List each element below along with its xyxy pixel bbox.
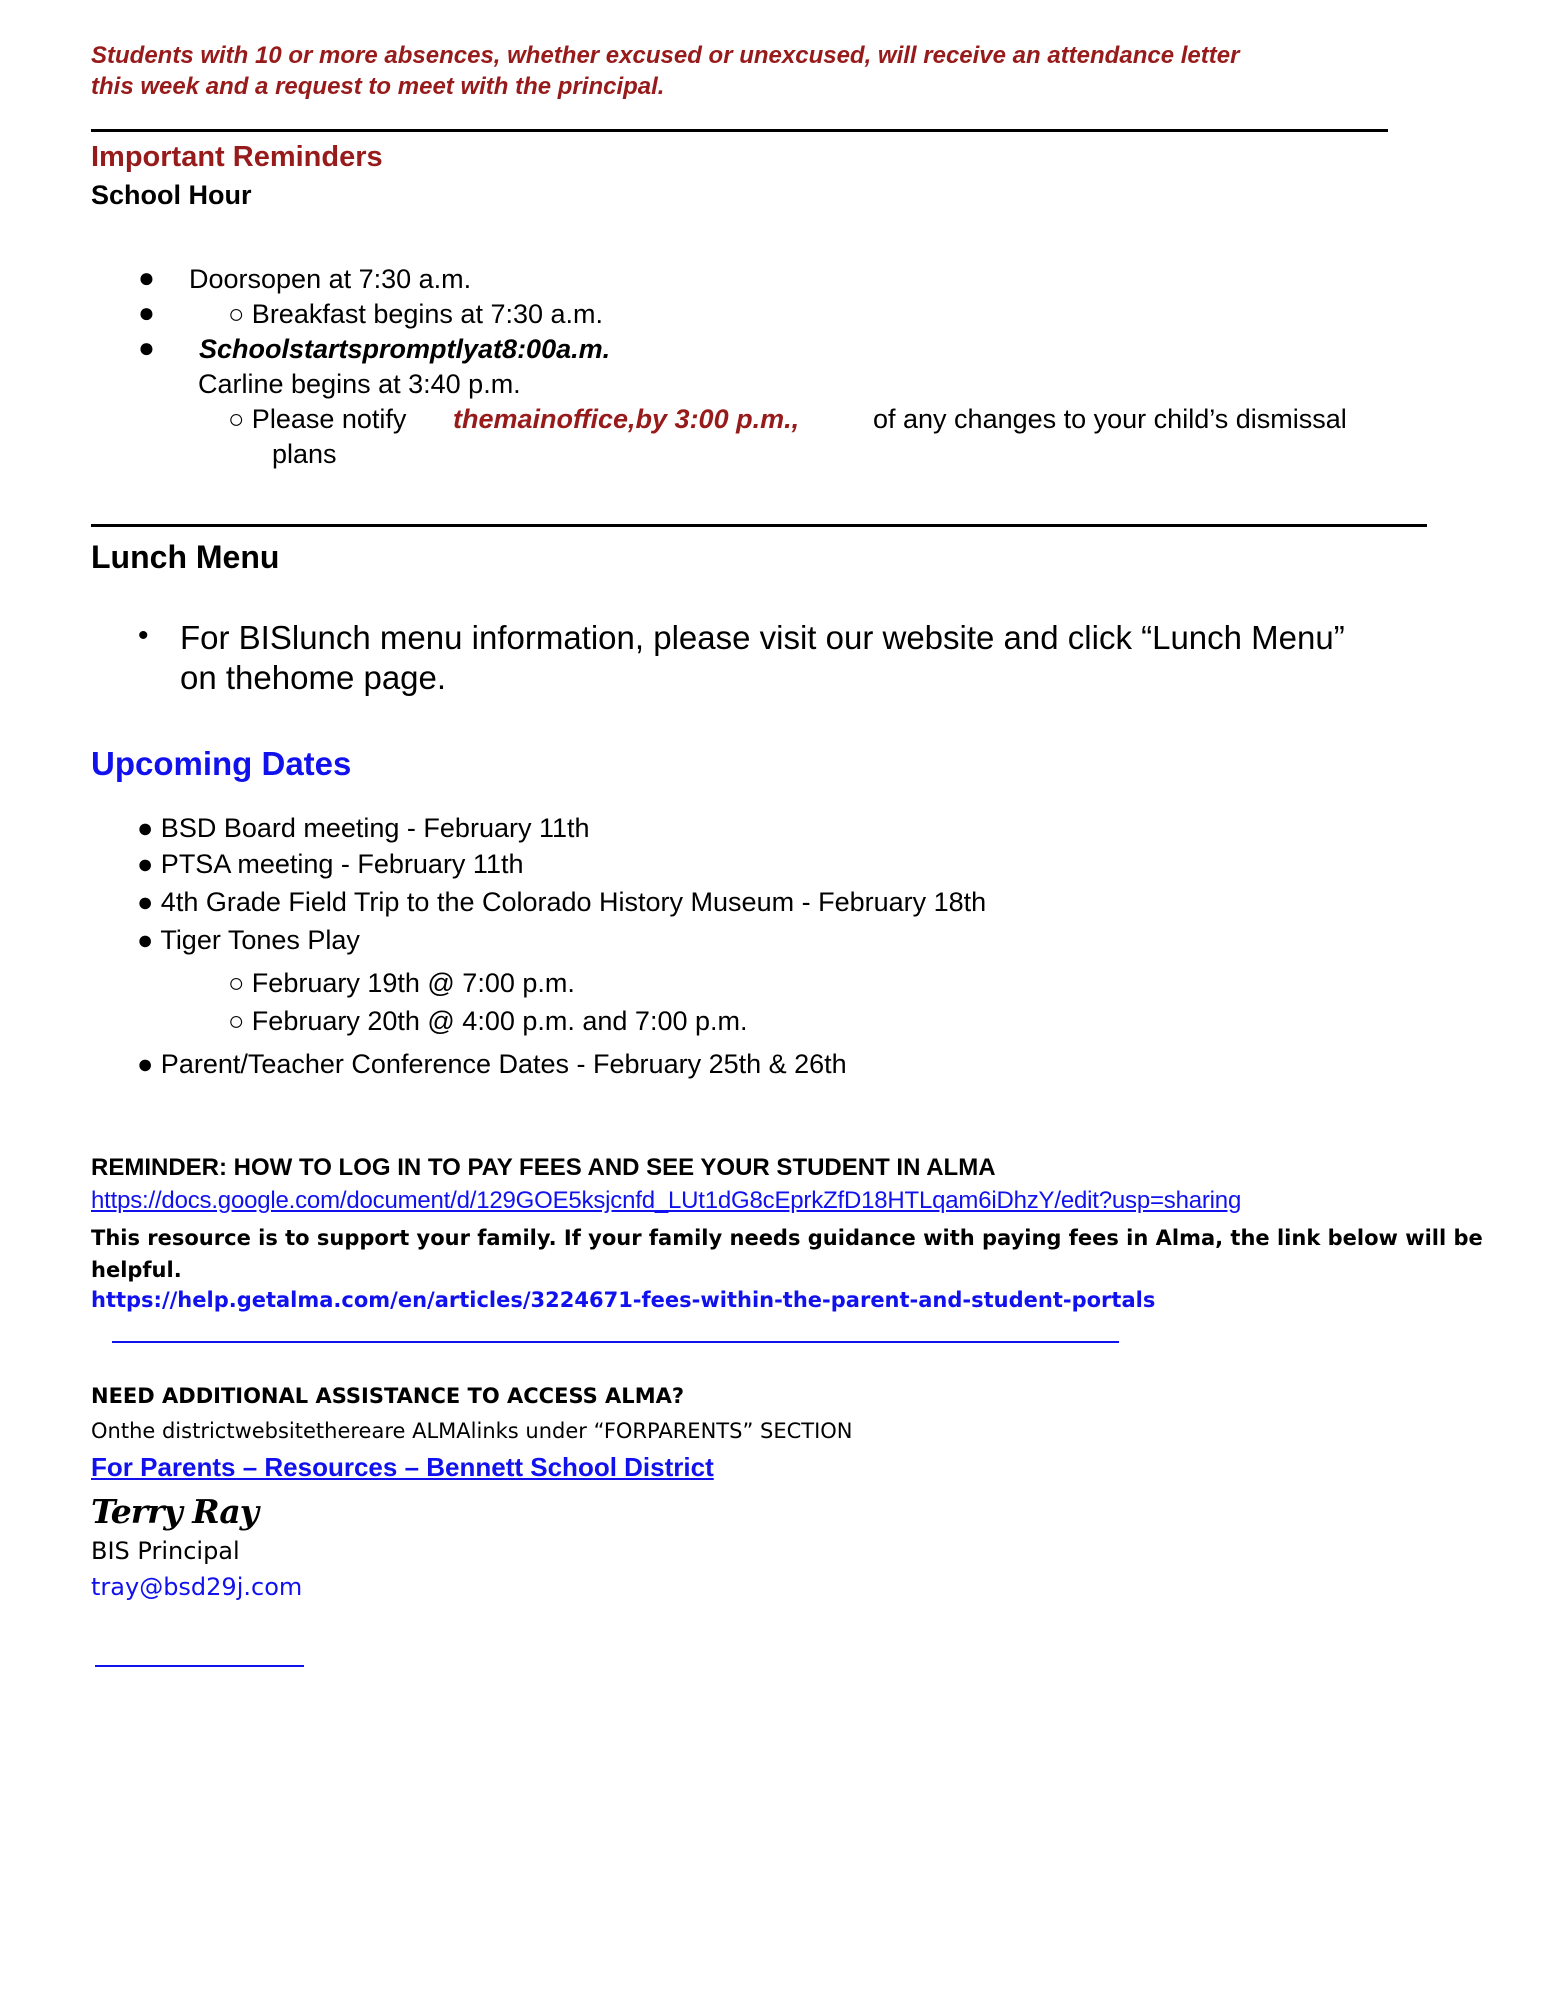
upcoming-sub-item: ○ February 19th @ 7:00 p.m. (228, 968, 575, 998)
bullet-breakfast: ● (138, 297, 155, 328)
upcoming-item: ● 4th Grade Field Trip to the Colorado History Museum - February 18th (137, 887, 987, 917)
divider-blue-long (112, 1341, 1119, 1343)
notify-suffix: of any changes to your child’s dismissal (873, 404, 1347, 434)
alma-help-link[interactable]: https://help.getalma.com/en/articles/3224671-fees-within-the-parent-and-student-portals (91, 1288, 1156, 1312)
signature-email[interactable]: tray@bsd29j.com (91, 1573, 303, 1601)
upcoming-sub-item: ○ February 20th @ 4:00 p.m. and 7:00 p.m. (228, 1006, 748, 1036)
divider-top (91, 129, 1388, 132)
for-parents-link[interactable]: For Parents – Resources – Bennett School District (91, 1452, 714, 1482)
lunch-text-line1: For BISlunch menu information, please visit our website and click “Lunch Menu” (180, 619, 1345, 656)
lunch-text (180, 618, 1345, 698)
upcoming-item: ● Parent/Teacher Conference Dates - February 25th & 26th (137, 1049, 847, 1079)
lunch-heading: Lunch Menu (91, 539, 280, 575)
school-start-text: Schoolstartspromptlyat8:00a.m. (199, 334, 611, 364)
alma-support-line2: helpful. (91, 1258, 182, 1282)
bullet-lunch: • (138, 619, 149, 652)
alma-support-line1: This resource is to support your family. If your family needs guidance with paying fees in Alma, the link below will be (91, 1226, 1483, 1250)
attendance-notice-line1: Students with 10 or more absences, whether excused or unexcused, will receive an attendance letter (91, 42, 1240, 69)
upcoming-heading: Upcoming Dates (91, 745, 352, 782)
divider-middle (91, 524, 1427, 527)
attendance-notice (91, 40, 1239, 102)
breakfast-text: ○ Breakfast begins at 7:30 a.m. (228, 299, 604, 329)
notify-highlight: themainoffice,by 3:00 p.m., (453, 404, 800, 434)
assistance-heading: NEED ADDITIONAL ASSISTANCE TO ACCESS ALMA? (91, 1384, 685, 1408)
upcoming-item: ● PTSA meeting - February 11th (137, 849, 524, 879)
signature-name: Terry Ray (91, 1492, 258, 1531)
carline-text: Carline begins at 3:40 p.m. (198, 369, 521, 399)
alma-support-text (91, 1222, 1483, 1286)
upcoming-item: ● Tiger Tones Play (137, 925, 360, 955)
lunch-text-line2: on thehome page. (180, 659, 447, 696)
bullet-doors: ● (138, 262, 155, 293)
alma-doc-link[interactable]: https://docs.google.com/document/d/129GOE5ksjcnfd_LUt1dG8cEprkZfD18HTLqam6iDhzY/edit?usp=sharing (91, 1187, 1242, 1214)
reminders-heading: Important Reminders (91, 141, 383, 173)
doors-open-text: Doorsopen at 7:30 a.m. (189, 264, 472, 294)
notify-prefix: ○ Please notify (228, 404, 407, 434)
attendance-notice-line2: this week and a request to meet with the principal. (91, 73, 665, 100)
reminders-subheading: School Hour (91, 180, 252, 210)
alma-heading: REMINDER: HOW TO LOG IN TO PAY FEES AND SEE YOUR STUDENT IN ALMA (91, 1154, 996, 1181)
notify-continuation: plans (272, 439, 337, 469)
divider-blue-short (95, 1665, 304, 1667)
upcoming-item: ● BSD Board meeting - February 11th (137, 813, 590, 843)
assistance-text: Onthe districtwebsitethereare ALMAlinks under “FORPARENTS” SECTION (91, 1419, 853, 1443)
signature-title: BIS Principal (91, 1537, 240, 1565)
bullet-school-start: ● (138, 332, 155, 363)
